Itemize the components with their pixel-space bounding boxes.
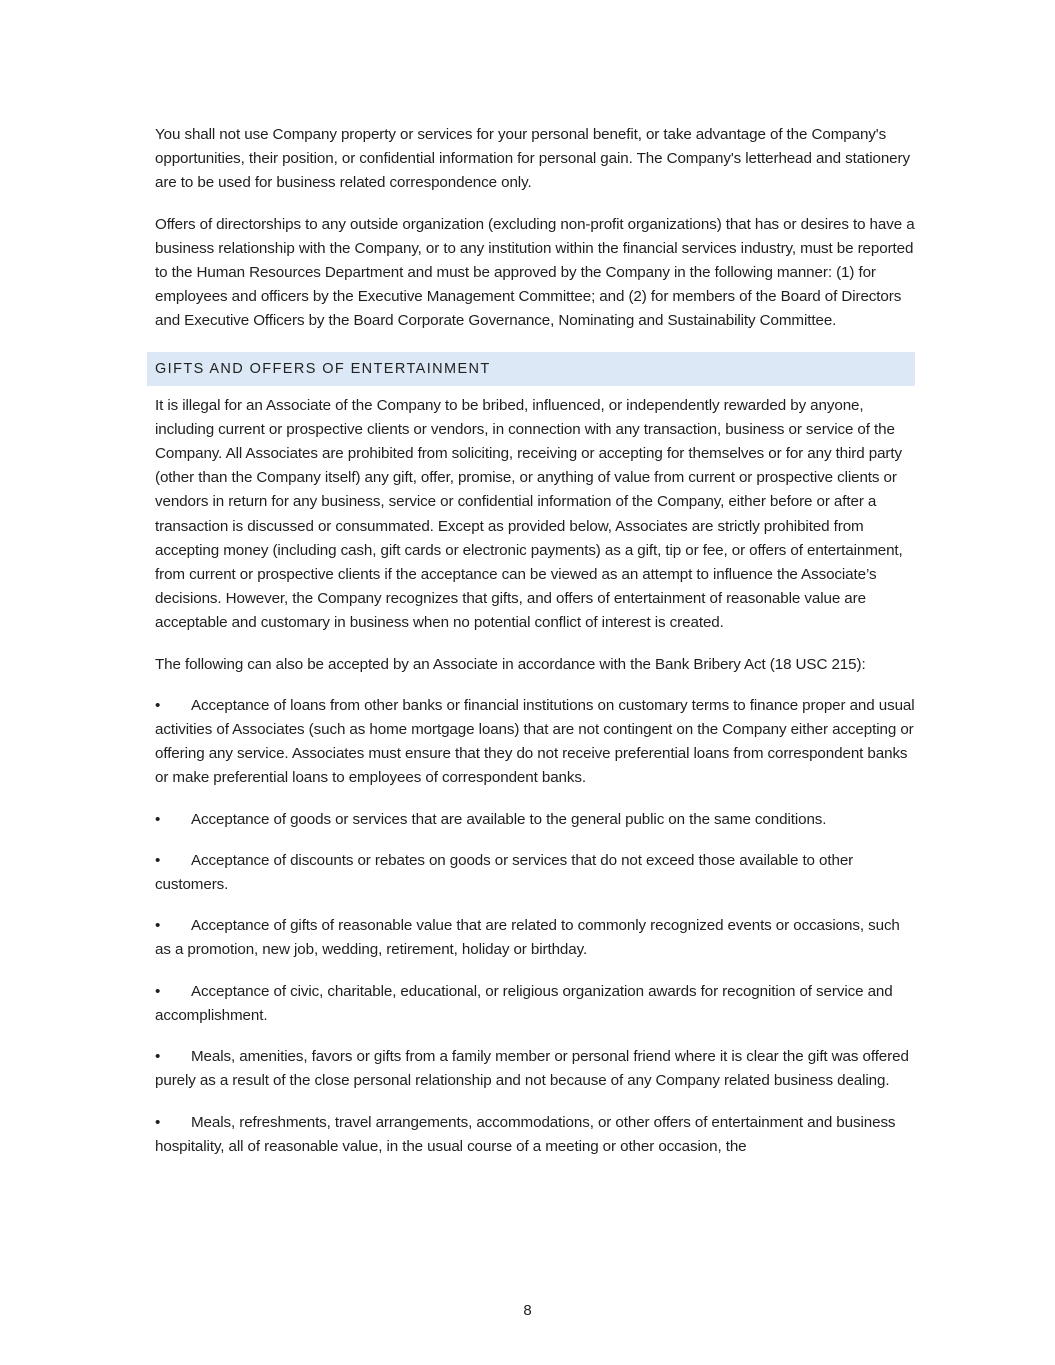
paragraph-bribery-policy: It is illegal for an Associate of the Company to be bribed, influenced, or independently rewarded by anyone, including current or prospective clients or vendors, in connection with any transaction, business or service of the Company. All Associates are prohibited from soliciting, receiving or accepting for themselves or for any third party (other than the Company itself) any gift, offer, promise, or anything of value from current or prospective clients or vendors in return for any business, service or confidential information of the Company, either before or after a transaction is discussed or consummated. Except as provided below, Associates are strictly prohibited from accepting money (including cash, gift cards or electronic payments) as a gift, tip or fee, or offers of entertainment, from current or prospective clients if the acceptance can be viewed as an attempt to influence the Associate’s decisions. However, the Company recognizes that gifts, and offers of entertainment of reasonable value are acceptable and customary in business when no potential conflict of interest is created. [155, 396, 903, 632]
list-item-text: Acceptance of discounts or rebates on goods or services that do not exceed those available to other customers. [155, 851, 854, 894]
list-item-text: Acceptance of goods or services that are available to the general public on the same conditions. [191, 810, 827, 828]
list-item [155, 914, 915, 962]
bullet-mark: • [155, 810, 161, 828]
list-item-text: Acceptance of civic, charitable, educational, or religious organization awards for recognition of service and accomplishment. [155, 982, 893, 1024]
list-item [155, 694, 915, 791]
page-number: 8 [523, 1302, 532, 1319]
list-item [155, 808, 915, 832]
bullet-mark: • [155, 917, 161, 935]
list-item-text: Acceptance of loans from other banks or financial institutions on customary terms to finance proper and usual activities of Associates (such as home mortgage loans) that are not contingent on the Company either accepting or offering any service. Associates must ensure that they do not receive preferential loans from correspondent banks or make preferential loans to employees of correspondent banks. [155, 696, 915, 787]
bullet-mark: • [155, 851, 161, 869]
list-item [155, 980, 915, 1028]
list-item-text: Meals, amenities, favors or gifts from a family member or personal friend where it is clear the gift was offered purely as a result of the close personal relationship and not because of any Company related business dealing. [155, 1048, 909, 1090]
bullet-mark: • [155, 1113, 161, 1131]
section-heading-text: GIFTS AND OFFERS OF ENTERTAINMENT [155, 360, 491, 377]
paragraph-directorships: Offers of directorships to any outside organization (excluding non-profit organizations) that has or desires to have a business relationship with the Company, or to any institution within the financial services industry, must be reported to the Human Resources Department and must be approved by the Company in the following manner: (1) for employees and officers by the Executive Management Committee; and (2) for members of the Board of Directors and Executive Officers by the Board Corporate Governance, Nominating and Sustainability Committee. [155, 215, 915, 330]
list-item [155, 849, 915, 897]
list-item [155, 1111, 915, 1159]
bullet-mark: • [155, 696, 161, 714]
bullet-mark: • [155, 1048, 161, 1066]
list-item-text: Meals, refreshments, travel arrangements, accommodations, or other offers of entertainment and business hospitality, all of reasonable value, in the usual course of a meeting or other occasion, the [155, 1113, 896, 1155]
list-item-text: Acceptance of gifts of reasonable value that are related to commonly recognized events or occasions, such as a promotion, new job, wedding, retirement, holiday or birthday. [155, 917, 900, 959]
paragraph-bribery-act-intro: The following can also be accepted by an Associate in accordance with the Bank Bribery Act (18 USC 215): [155, 655, 866, 673]
section-heading-gifts [147, 352, 915, 386]
bullet-mark: • [155, 982, 161, 1000]
paragraph-company-property: You shall not use Company property or services for your personal benefit, or take advantage of the Company's opportunities, their position, or confidential information for personal gain. The Company's letterhead and stationery are to be used for business related correspondence only. [155, 126, 910, 192]
list-item [155, 1045, 915, 1093]
page-content [155, 123, 915, 1176]
